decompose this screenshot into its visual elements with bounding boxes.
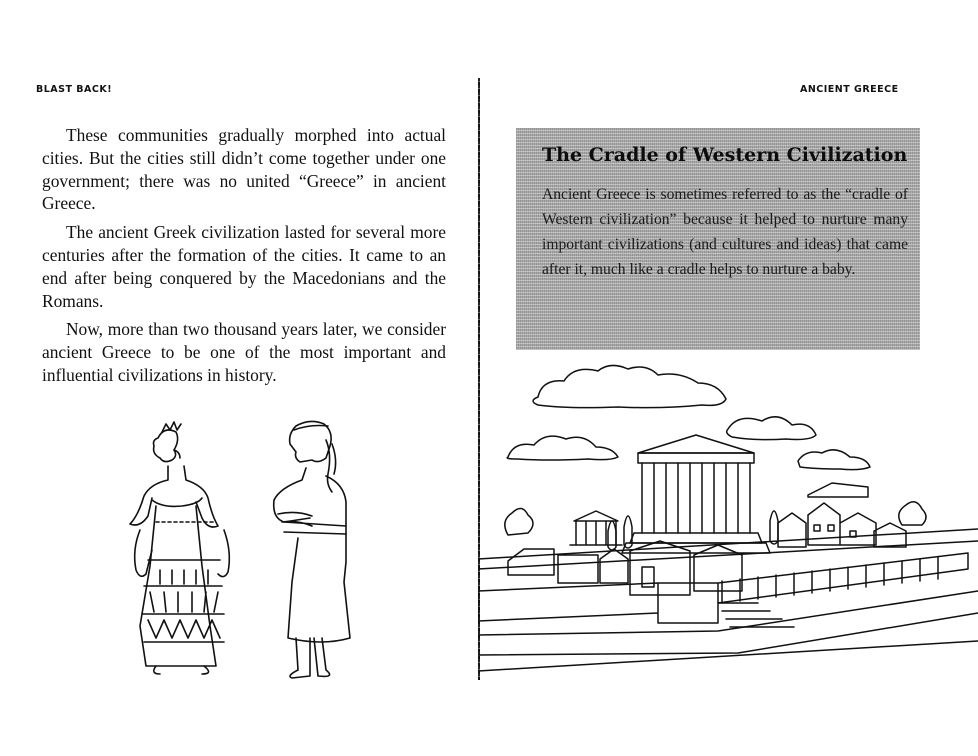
greek-figures-illustration (100, 410, 400, 680)
paragraph: These communities gradually morphed into actual cities. But the cities still didn’t come together under one government; there was no united “Greece” in ancient Greece. (42, 125, 446, 214)
paragraph: The ancient Greek civilization lasted for several more centuries after the formation of the cities. It came to an end after being conquered by the Macedonians and the Romans. (42, 222, 446, 311)
cloud (533, 365, 726, 407)
acropolis-illustration (478, 345, 978, 680)
woman-figure (130, 422, 229, 674)
cloud (798, 450, 870, 470)
running-head-left: BLAST BACK! (36, 84, 113, 95)
man-figure (274, 421, 350, 678)
tree (505, 502, 926, 535)
colonnade (722, 557, 938, 603)
lower-town (508, 541, 742, 595)
cypress-tree (608, 511, 778, 550)
stairs (718, 603, 794, 627)
small-temple (570, 511, 622, 545)
left-page-body (42, 124, 446, 393)
parthenon-temple (622, 435, 770, 553)
house-roof (808, 483, 868, 497)
paragraph: Now, more than two thousand years later, we consider ancient Greece to be one of the most important and influential civilizations in history. (42, 319, 446, 385)
foreground-wall (478, 553, 968, 623)
sidebar-box (516, 128, 920, 350)
sidebar-title: The Cradle of Western Civilization (542, 144, 908, 166)
cloud (507, 436, 618, 460)
running-head-right: ANCIENT GREECE (800, 84, 899, 95)
cloud (727, 417, 816, 440)
sidebar-body: Ancient Greece is sometimes referred to as the “cradle of Western civilization” because it helped to nurture many important civilizations (and cultures and ideas) that came after it, much like a cradle helps to nurture a baby. (542, 186, 908, 278)
